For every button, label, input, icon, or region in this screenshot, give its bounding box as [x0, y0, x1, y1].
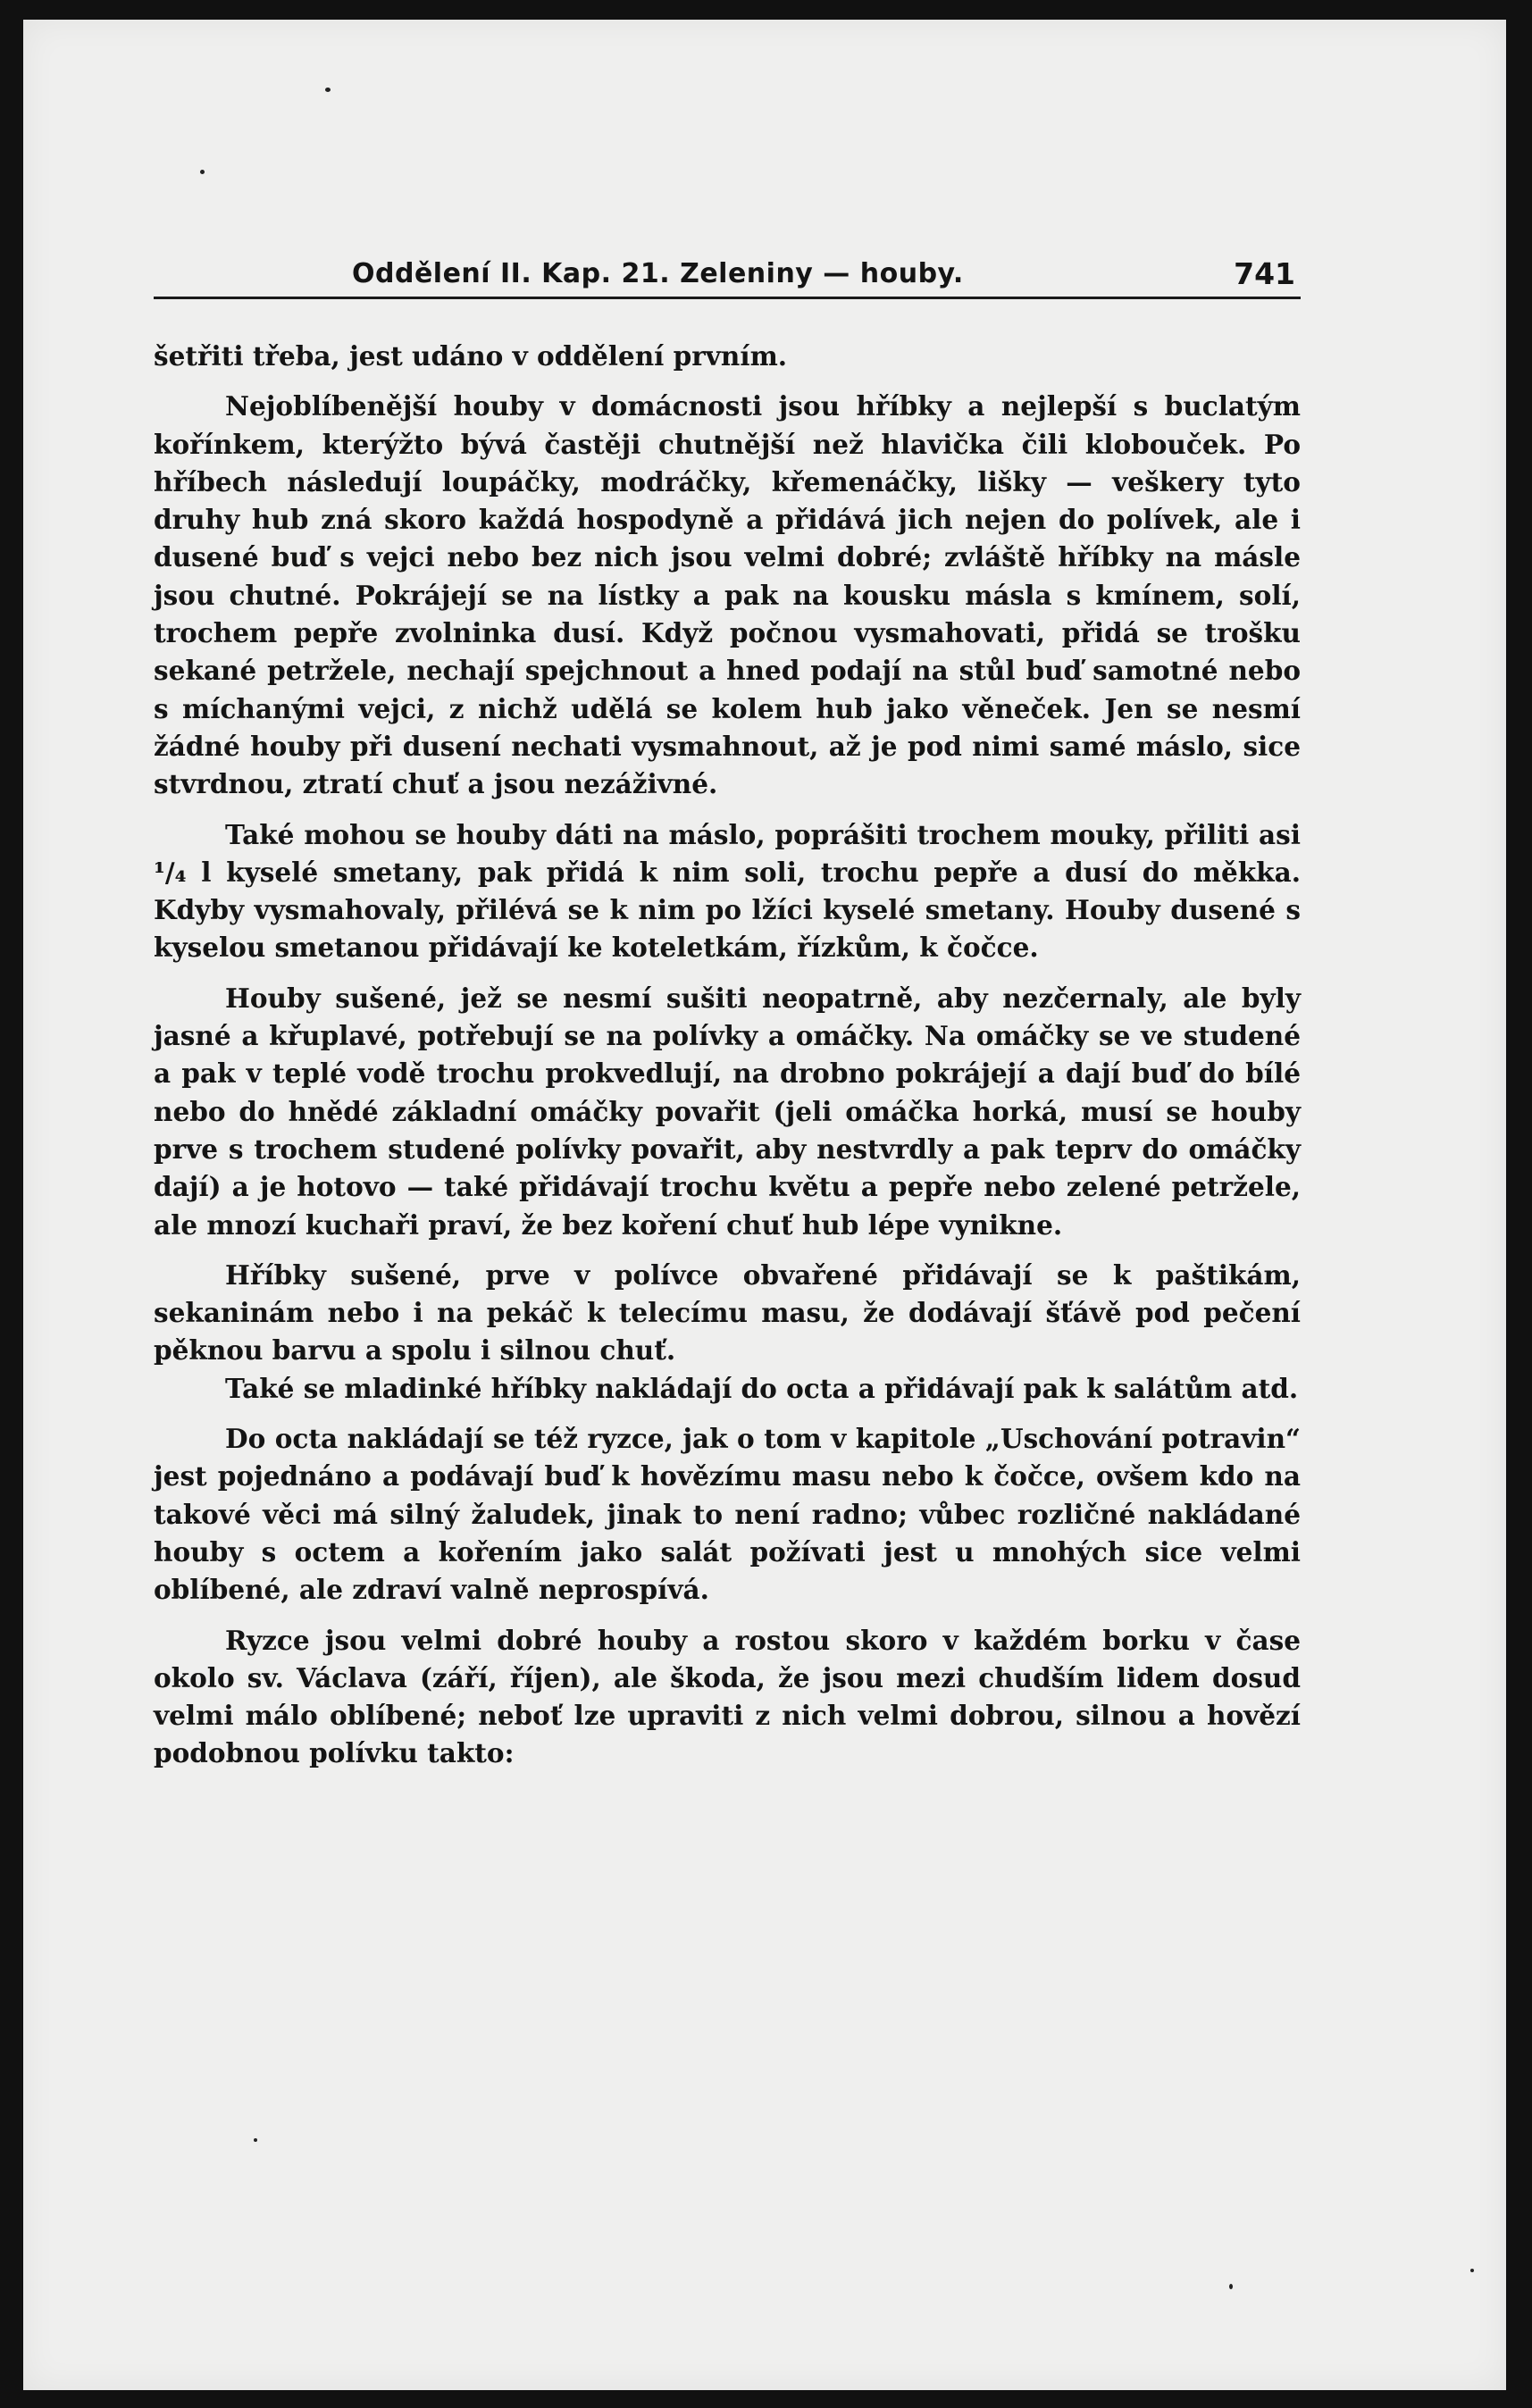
ink-speck [325, 88, 331, 92]
book-page [23, 20, 1506, 2390]
ink-speck [1470, 2269, 1474, 2272]
paragraph-4: Houby sušené, jež se nesmí sušiti neopatrně, aby nezčernaly, ale byly jasné a křuplavé, potřebují se na polívky a omáčky. Na omáčky se ve studené a pak v teplé vodě trochu prokvedlují, na drobno pokrájejí a dají buď do bílé nebo do hnědé základní omáčky povařit (jeli omáčka horká, musí se houby prve s trochem studené polívky povařit, aby nestvrdly a pak teprv do omáčky dají) a je hotovo — také přidávají trochu květu a pepře nebo zelené petržele, ale mnozí kuchaři praví, že bez koření chuť hub lépe vynikne. [154, 982, 1301, 1241]
paragraph-5: Hříbky sušené, prve v polívce obvařené přidávají se k paštikám, sekaninám nebo i na pekáč k telecímu masu, že dodávají šťávě pod pečení pěknou barvu a spolu i silnou chuť. [154, 1258, 1301, 1367]
paragraph-6: Také se mladinké hříbky nakládají do octa a přidávají pak k salátům atd. [225, 1372, 1299, 1404]
paragraph-7: Do octa nakládají se též ryzce, jak o tom v kapitole „Uschování potravin“ jest pojednáno a podávají buď k hovězímu masu nebo k čočce, ovšem kdo na takové věci má silný žaludek, jinak to není radno; vůbec rozličné nakládané houby s octem a kořením jako salát požívati jest u mnohých sice velmi oblíbené, ale zdraví valně neprospívá. [154, 1423, 1301, 1606]
ink-speck [200, 170, 205, 174]
ink-speck [1229, 2284, 1233, 2289]
paragraph-8: Ryzce jsou velmi dobré houby a rostou skoro v každém borku v čase okolo sv. Václava (září, říjen), ale škoda, že jsou mezi chudším lidem dosud velmi málo oblíbené; neboť lze upraviti z nich velmi dobrou, silnou a hovězí podobnou polívku takto: [154, 1624, 1301, 1769]
ink-speck [254, 2138, 257, 2142]
running-head [154, 252, 1301, 299]
page-number: 741 [1234, 256, 1295, 291]
paragraph-2: Nejoblíbenější houby v domácnosti jsou hříbky a nejlepší s buclatým kořínkem, kterýžto bývá častěji chutnější než hlavička čili klobouček. Po hříbech následují loupáčky, modráčky, křemenáčky, lišky — veškery tyto druhy hub zná skoro každá hospodyně a přidává jich nejen do polívek, ale i dusené buď s vejci nebo bez nich jsou velmi dobré; zvláště hříbky na másle jsou chutné. Pokrájejí se na lístky a pak na kousku másla s kmínem, solí, trochem pepře zvolninka dusí. Když počnou vysmahovati, přidá se trošku sekané petržele, nechají spejchnout a hned podají na stůl buď samotné nebo s míchanými vejci, z nichž udělá se kolem hub jako věneček. Jen se nesmí žádné houby při dusení nechati vysmahnout, až je pod nimi samé máslo, sice stvrdnou, ztratí chuť a jsou nezáživné. [154, 390, 1301, 800]
paragraph-1: šetřiti třeba, jest udáno v oddělení prvním. [154, 340, 788, 372]
body-text [154, 338, 1301, 1785]
running-head-title: Oddělení II. Kap. 21. Zeleniny — houby. [352, 258, 964, 289]
paragraph-3: Také mohou se houby dáti na máslo, poprášiti trochem mouky, přiliti asi ¹/₄ l kyselé smetany, pak přidá k nim soli, trochu pepře a dusí do měkka. Kdyby vysmahovaly, přilévá se k nim po lžíci kyselé smetany. Houby dusené s kyselou smetanou přidávají ke koteletkám, řízkům, k čočce. [154, 818, 1301, 964]
